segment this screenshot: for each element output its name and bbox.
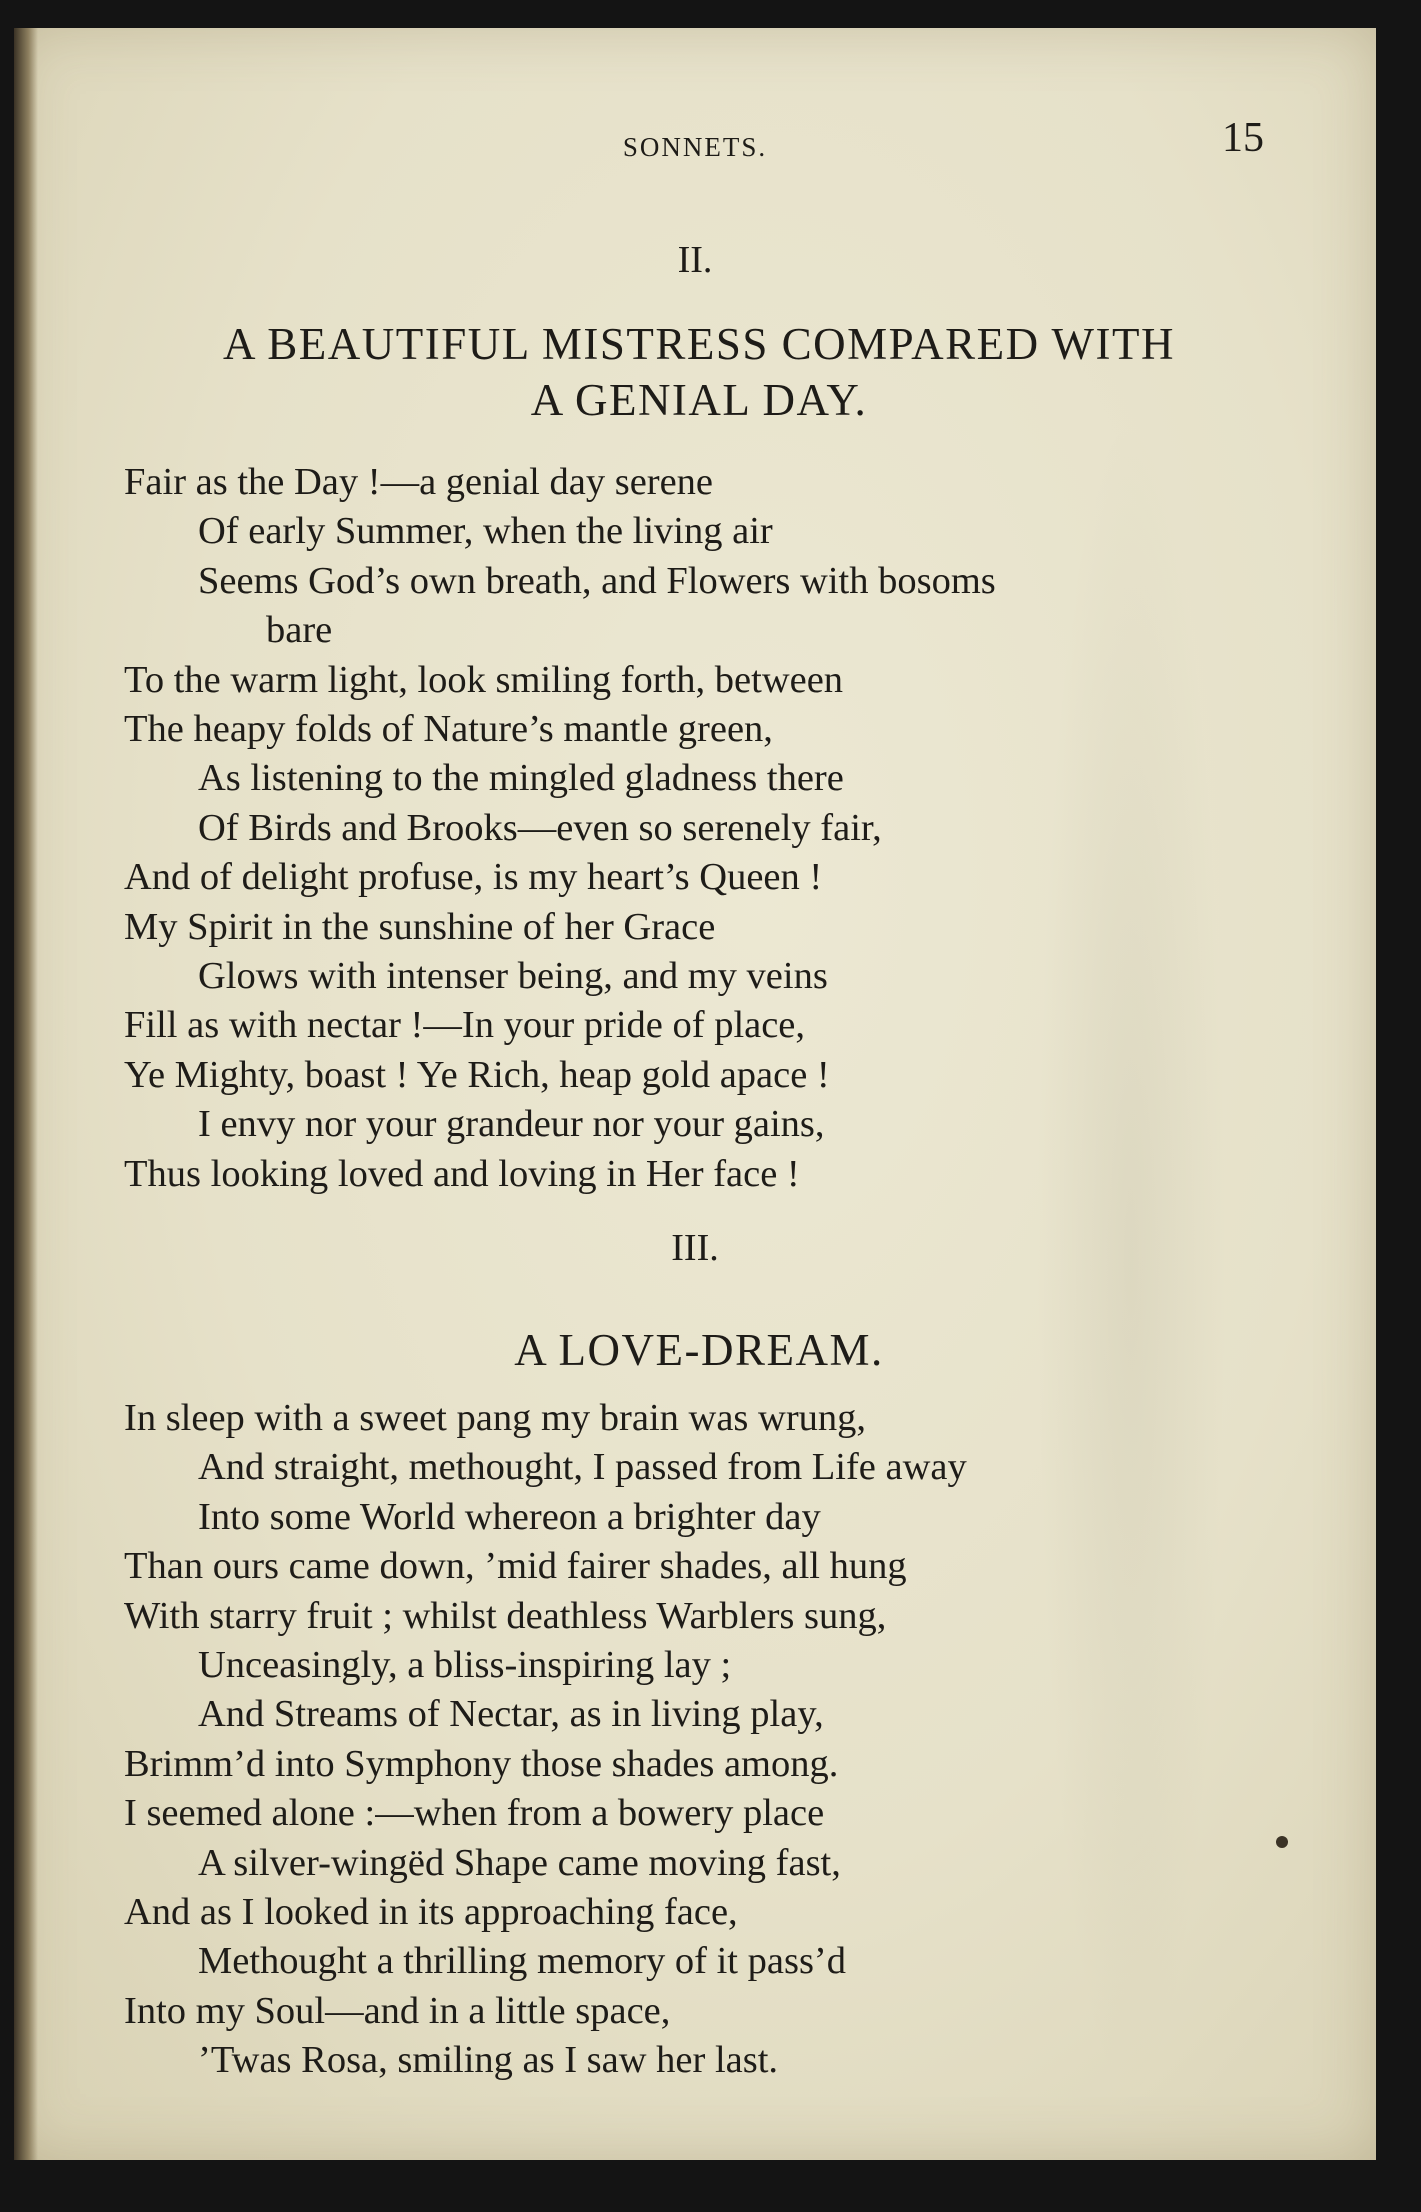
- poem-line: ’Twas Rosa, smiling as I saw her last.: [198, 2039, 779, 2082]
- poem-line: Thus looking loved and loving in Her face !: [124, 1152, 800, 1195]
- poem-line: The heapy folds of Nature’s mantle green,: [124, 708, 773, 751]
- poem-line: To the warm light, look smiling forth, between: [124, 658, 844, 701]
- poem-line: Unceasingly, a bliss-inspiring lay ;: [198, 1644, 732, 1687]
- sonnet-3-poem: [124, 1394, 1284, 2086]
- poem-line: Fill as with nectar !—In your pride of place,: [124, 1004, 806, 1047]
- poem-line: I envy nor your grandeur nor your gains,: [198, 1103, 825, 1146]
- poem-line: And straight, methought, I passed from Life away: [198, 1446, 967, 1489]
- ink-blot: [1276, 1836, 1288, 1848]
- poem-line: bare: [266, 609, 333, 652]
- sonnet-2-title-line-2: A GENIAL DAY.: [530, 375, 868, 425]
- running-head: SONNETS.: [622, 132, 768, 162]
- poem-line: Of early Summer, when the living air: [198, 510, 773, 553]
- poem-line: A silver-wingëd Shape came moving fast,: [198, 1841, 841, 1884]
- page-number: 15: [1222, 115, 1264, 161]
- sonnet-3-title: A LOVE-DREAM.: [514, 1325, 884, 1375]
- sonnet-2-title-line-1: A BEAUTIFUL MISTRESS COMPARED WITH: [223, 319, 1175, 369]
- poem-line: And of delight profuse, is my heart’s Queen !: [124, 856, 823, 899]
- page-spine-shadow: [14, 28, 38, 2160]
- poem-line: Into some World whereon a brighter day: [198, 1495, 821, 1538]
- poem-line: Of Birds and Brooks—even so serenely fair,: [198, 806, 882, 849]
- book-page: [14, 28, 1376, 2160]
- poem-line: Than ours came down, ’mid fairer shades, all hung: [124, 1545, 907, 1588]
- poem-line: Seems God’s own breath, and Flowers with bosoms: [198, 559, 996, 602]
- poem-line: My Spirit in the sunshine of her Grace: [124, 905, 716, 948]
- poem-line: As listening to the mingled gladness there: [198, 757, 844, 800]
- sonnet-2-poem: [124, 458, 1284, 1199]
- poem-line: Glows with intenser being, and my veins: [198, 955, 828, 998]
- poem-line: I seemed alone :—when from a bowery place: [124, 1792, 825, 1835]
- poem-line: And as I looked in its approaching face,: [124, 1891, 738, 1934]
- poem-line: Methought a thrilling memory of it pass’d: [198, 1940, 846, 1983]
- poem-line: Brimm’d into Symphony those shades among.: [124, 1742, 839, 1785]
- poem-line: Fair as the Day !—a genial day serene: [124, 461, 714, 503]
- poem-line: Into my Soul—and in a little space,: [124, 1989, 671, 2032]
- sonnet-2-numeral: II.: [677, 239, 713, 281]
- poem-line: With starry fruit ; whilst deathless Warblers sung,: [124, 1594, 887, 1637]
- sonnet-2-title: [124, 316, 1274, 428]
- poem-line: In sleep with a sweet pang my brain was wrung,: [124, 1397, 867, 1439]
- poem-line: Ye Mighty, boast ! Ye Rich, heap gold apace !: [124, 1053, 830, 1096]
- sonnet-3-numeral: III.: [671, 1227, 719, 1269]
- poem-line: And Streams of Nectar, as in living play,: [198, 1693, 824, 1736]
